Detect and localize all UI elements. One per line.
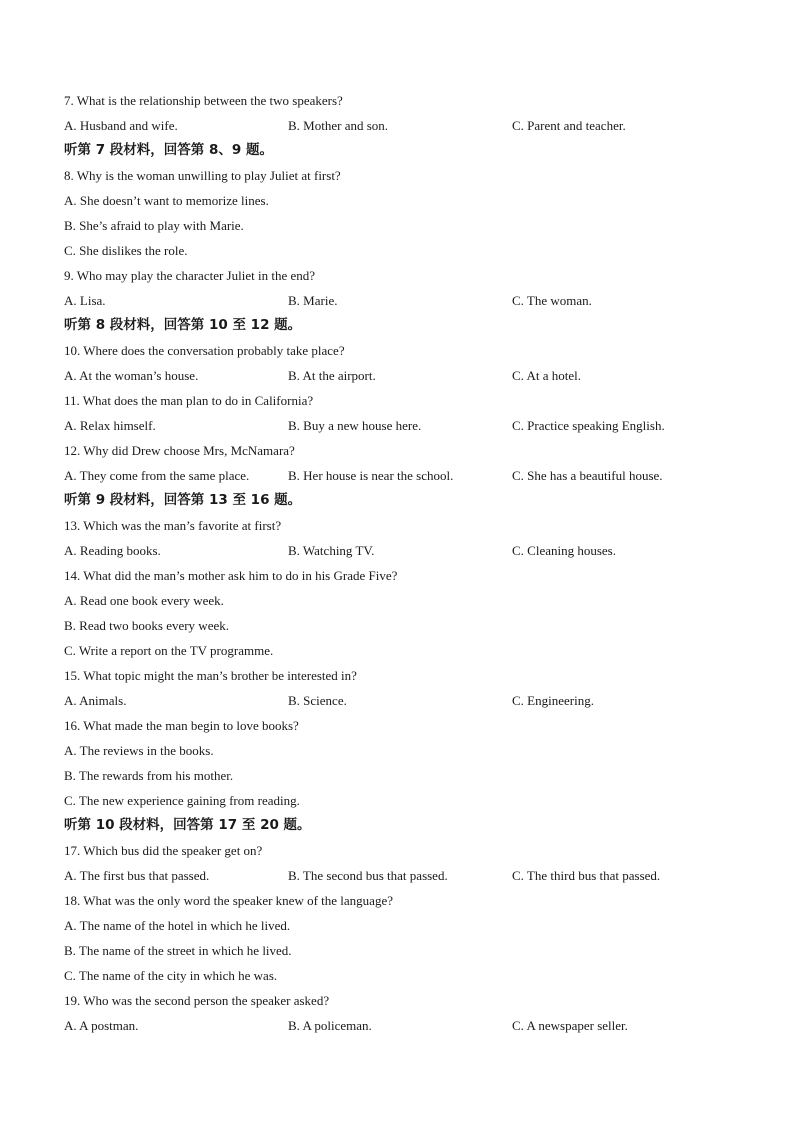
options-row — [64, 863, 744, 888]
option-c: C. Parent and teacher. — [512, 118, 626, 133]
option-c: C. Write a report on the TV programme. — [64, 643, 274, 658]
option-a: A. Reading books. — [64, 543, 161, 558]
option-b: B. Read two books every week. — [64, 618, 229, 633]
options-row — [64, 413, 744, 438]
section-heading: 听第 9 段材料，回答第 13 至 16 题。 — [64, 492, 302, 508]
question-text: 13. Which was the man’s favorite at first? — [64, 518, 282, 533]
question-text: 12. Why did Drew choose Mrs, McNamara? — [64, 443, 295, 458]
option-c: C. The third bus that passed. — [512, 868, 661, 883]
options-row — [64, 1013, 744, 1038]
options-row — [64, 113, 744, 138]
option-b: B. Her house is near the school. — [288, 468, 454, 483]
option-a: A. The first bus that passed. — [64, 868, 210, 883]
option-b: B. Marie. — [288, 293, 338, 308]
option-b: B. Watching TV. — [288, 543, 375, 558]
option-c: C. Cleaning houses. — [512, 543, 616, 558]
option-c: C. She dislikes the role. — [64, 243, 188, 258]
option-b: B. She’s afraid to play with Marie. — [64, 218, 244, 233]
question-text: 7. What is the relationship between the two speakers? — [64, 93, 343, 108]
options-row — [64, 538, 744, 563]
option-c: C. Practice speaking English. — [512, 418, 665, 433]
option-b: B. The rewards from his mother. — [64, 768, 234, 783]
option-b: B. Mother and son. — [288, 118, 389, 133]
section-heading: 听第 7 段材料，回答第 8、9 题。 — [64, 142, 273, 158]
option-b: B. Science. — [288, 693, 347, 708]
question-text: 8. Why is the woman unwilling to play Juliet at first? — [64, 168, 341, 183]
option-a: A. A postman. — [64, 1018, 139, 1033]
option-a: A. The name of the hotel in which he lived. — [64, 918, 291, 933]
option-a: A. At the woman’s house. — [64, 368, 199, 383]
options-row — [64, 363, 744, 388]
exam-content — [64, 88, 744, 1038]
option-b: B. The name of the street in which he lived. — [64, 943, 292, 958]
question-text: 11. What does the man plan to do in California? — [64, 393, 314, 408]
option-c: C. A newspaper seller. — [512, 1018, 628, 1033]
option-c: C. She has a beautiful house. — [512, 468, 663, 483]
section-heading: 听第 10 段材料，回答第 17 至 20 题。 — [64, 817, 311, 833]
question-text: 19. Who was the second person the speaker asked? — [64, 993, 330, 1008]
question-text: 15. What topic might the man’s brother be interested in? — [64, 668, 357, 683]
option-b: B. The second bus that passed. — [288, 868, 448, 883]
option-c: C. At a hotel. — [512, 368, 581, 383]
option-c: C. The woman. — [512, 293, 592, 308]
option-c: C. The name of the city in which he was. — [64, 968, 278, 983]
section-heading: 听第 8 段材料，回答第 10 至 12 题。 — [64, 317, 302, 333]
option-c: C. The new experience gaining from reading. — [64, 793, 300, 808]
option-a: A. Relax himself. — [64, 418, 156, 433]
options-row — [64, 463, 744, 488]
question-text: 14. What did the man’s mother ask him to do in his Grade Five? — [64, 568, 398, 583]
option-a: A. Husband and wife. — [64, 118, 178, 133]
option-a: A. The reviews in the books. — [64, 743, 214, 758]
question-text: 10. Where does the conversation probably take place? — [64, 343, 345, 358]
options-row — [64, 688, 744, 713]
option-c: C. Engineering. — [512, 693, 594, 708]
options-row — [64, 288, 744, 313]
option-a: A. Read one book every week. — [64, 593, 224, 608]
option-a: A. Animals. — [64, 693, 127, 708]
option-a: A. She doesn’t want to memorize lines. — [64, 193, 269, 208]
question-text: 16. What made the man begin to love books? — [64, 718, 299, 733]
question-text: 9. Who may play the character Juliet in the end? — [64, 268, 315, 283]
question-text: 17. Which bus did the speaker get on? — [64, 843, 263, 858]
option-b: B. A policeman. — [288, 1018, 372, 1033]
option-b: B. Buy a new house here. — [288, 418, 422, 433]
option-b: B. At the airport. — [288, 368, 376, 383]
question-text: 18. What was the only word the speaker knew of the language? — [64, 893, 393, 908]
option-a: A. Lisa. — [64, 293, 106, 308]
option-a: A. They come from the same place. — [64, 468, 250, 483]
